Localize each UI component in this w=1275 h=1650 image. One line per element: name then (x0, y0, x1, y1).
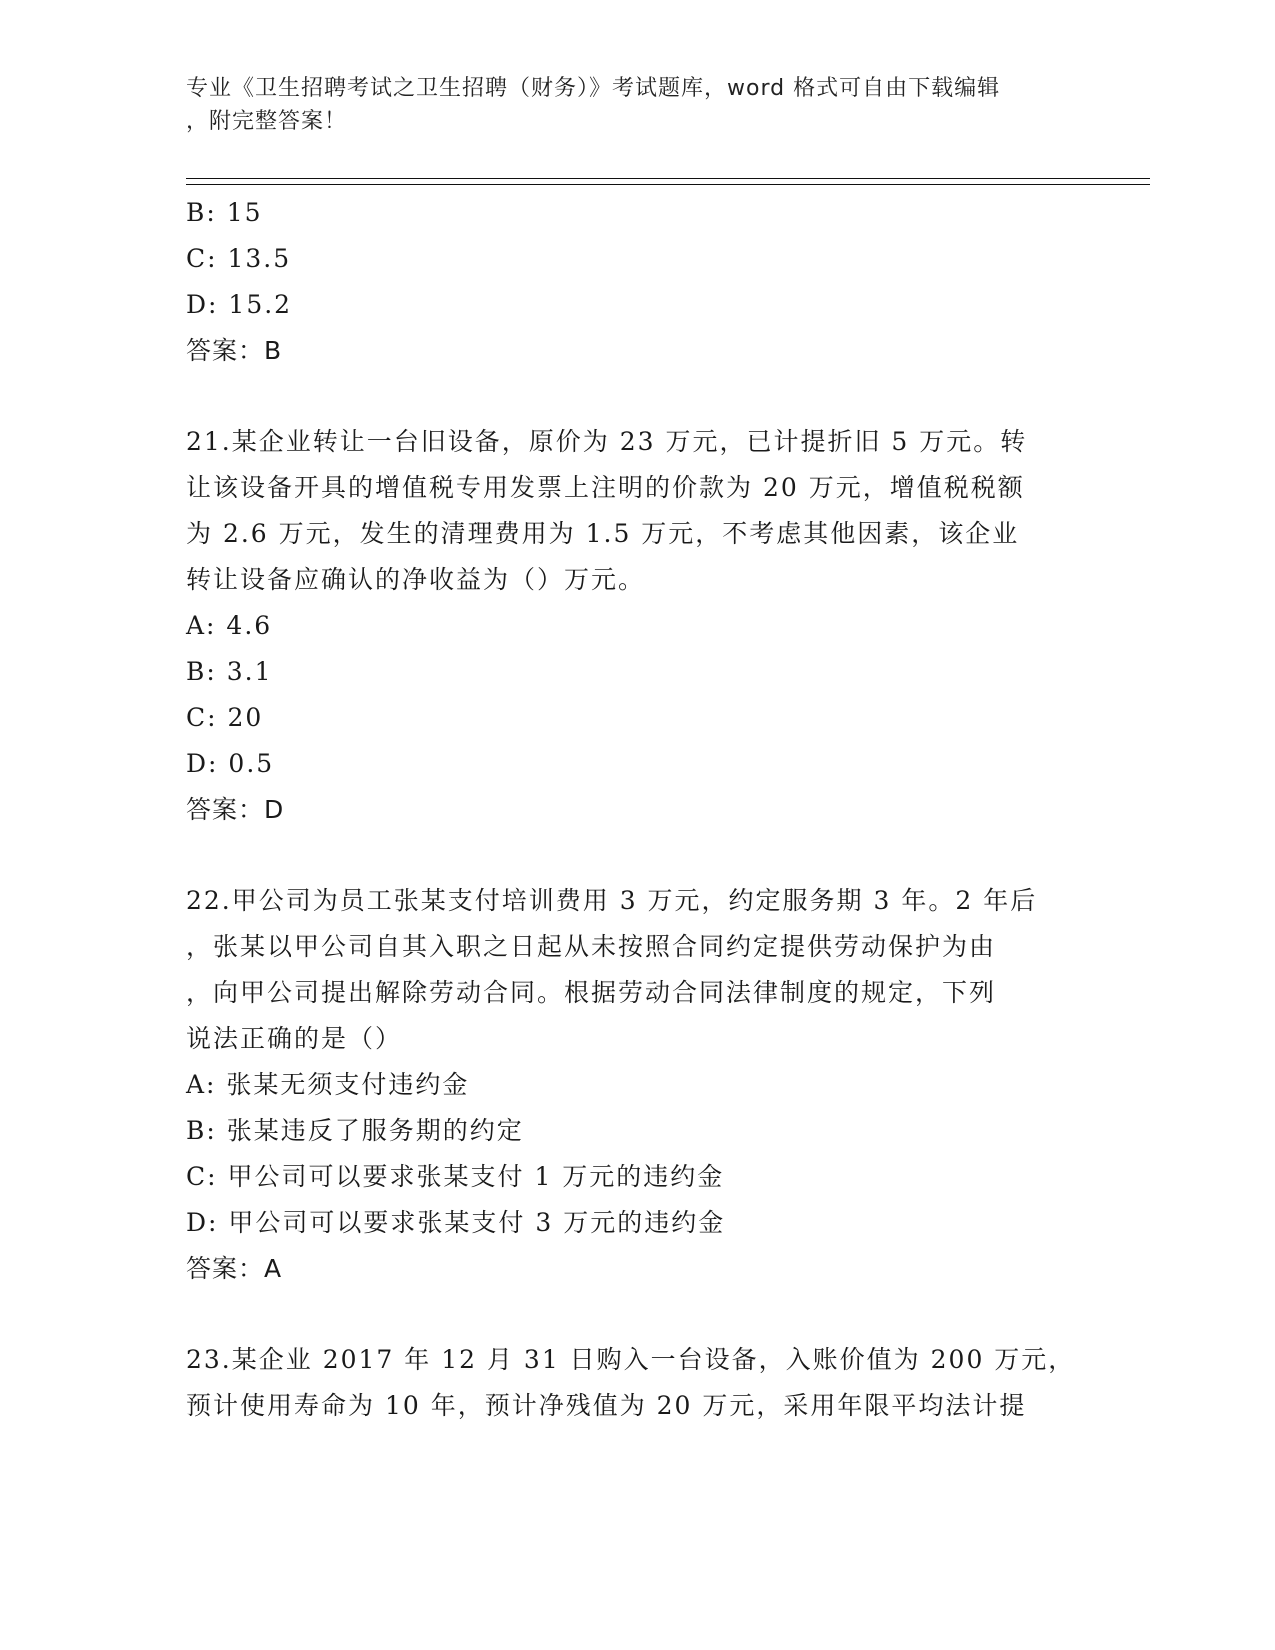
question-stem-line: 21.某企业转让一台旧设备，原价为 23 万元，已计提折旧 5 万元。转 (186, 427, 1028, 456)
option-b: B: 3.1 (186, 657, 273, 686)
option-b: B: 15 (186, 198, 263, 227)
question-23 (186, 1337, 1086, 1429)
answer: 答案：A (186, 1254, 283, 1283)
option-c: C: 甲公司可以要求张某支付 1 万元的违约金 (186, 1162, 725, 1191)
question-stem-line: 22.甲公司为员工张某支付培训费用 3 万元，约定服务期 3 年。2 年后 (186, 886, 1038, 915)
question-list (186, 190, 1086, 1429)
question-22 (186, 878, 1086, 1292)
question-stem-line: 说法正确的是（） (186, 1024, 403, 1053)
option-b: B: 张某违反了服务期的约定 (186, 1116, 524, 1145)
header-rule-bottom (186, 184, 1150, 185)
header-line-2: ，附完整答案！ (186, 109, 348, 134)
answer: 答案：D (186, 795, 285, 824)
question-stem-line: ，张某以甲公司自其入职之日起从未按照合同约定提供劳动保护为由 (186, 932, 997, 961)
option-c: C: 20 (186, 703, 264, 732)
header-rule-top (186, 178, 1150, 179)
question-stem-line: 让该设备开具的增值税专用发票上注明的价款为 20 万元，增值税税额 (186, 473, 1025, 502)
question-21 (186, 419, 1086, 833)
question-stem-line: 为 2.6 万元，发生的清理费用为 1.5 万元，不考虑其他因素，该企业 (186, 519, 1020, 548)
option-d: D: 0.5 (186, 749, 275, 778)
option-c: C: 13.5 (186, 244, 292, 273)
document-header (186, 72, 1076, 138)
question-stem-line: 23.某企业 2017 年 12 月 31 日购入一台设备，入账价值为 200 万元， (186, 1345, 1076, 1374)
question-stem-line: 预计使用寿命为 10 年，预计净残值为 20 万元，采用年限平均法计提 (186, 1391, 1027, 1420)
option-d: D: 甲公司可以要求张某支付 3 万元的违约金 (186, 1208, 726, 1237)
prev-question (186, 190, 1086, 374)
question-stem-line: ，向甲公司提出解除劳动合同。根据劳动合同法律制度的规定，下列 (186, 978, 997, 1007)
option-a: A: 4.6 (186, 611, 273, 640)
question-stem-line: 转让设备应确认的净收益为（）万元。 (186, 565, 646, 594)
answer: 答案：B (186, 336, 283, 365)
header-line-1: 专业《卫生招聘考试之卫生招聘（财务）》考试题库，word 格式可自由下载编辑 (186, 76, 1001, 101)
option-d: D: 15.2 (186, 290, 293, 319)
option-a: A: 张某无须支付违约金 (186, 1070, 470, 1099)
